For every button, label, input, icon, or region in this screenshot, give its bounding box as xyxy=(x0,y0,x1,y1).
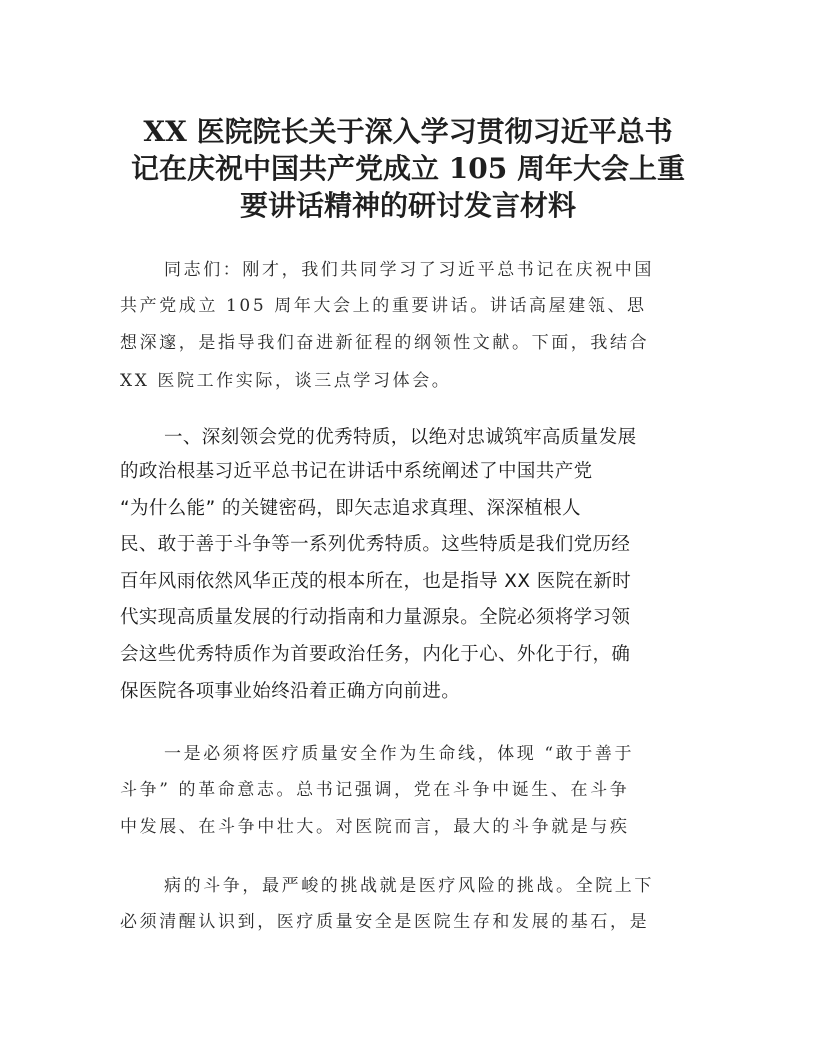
section-body-line: 百年风雨依然风华正茂的根本所在，也是指导 XX 医院在新时 xyxy=(120,571,632,592)
section-body-line: 的政治根基习近平总书记在讲话中系统阐述了中国共产党 xyxy=(120,461,593,482)
intro-line: 共产党成立 105 周年大会上的重要讲话。讲话高屋建瓴、思 xyxy=(120,296,647,316)
intro-line: 同志们：刚才，我们共同学习了习近平总书记在庆祝中国 xyxy=(164,260,654,280)
section-body-line: 代实现高质量发展的行动指南和力量源泉。全院必须将学习领 xyxy=(120,607,631,628)
section-body-line: 保医院各项事业始终沿着正确方向前进。 xyxy=(120,681,461,702)
intro-line: XX 医院工作实际，谈三点学习体会。 xyxy=(120,371,452,391)
intro-line: 想深邃，是指导我们奋进新征程的纲领性文献。下面，我结合 xyxy=(120,333,650,353)
section-heading-line: 一、深刻领会党的优秀特质，以绝对忠诚筑牢高质量发展 xyxy=(164,427,637,448)
point-line: 一是必须将医疗质量安全作为生命线，体现 “敢于善于 xyxy=(164,744,635,764)
point-line: 中发展、在斗争中壮大。对医院而言，最大的斗争就是与疾 xyxy=(120,817,630,837)
section-body-line: 民、敢于善于斗争等一系列优秀特质。这些特质是我们党历经 xyxy=(120,534,631,555)
title-line: 记在庆祝中国共产党成立 105 周年大会上重 xyxy=(131,152,685,185)
point-line: 斗争” 的革命意志。总书记强调，党在斗争中诞生、在斗争 xyxy=(120,780,630,800)
section-body-line: 会这些优秀特质作为首要政治任务，内化于心、外化于行，确 xyxy=(120,644,631,665)
continuation-line: 病的斗争，最严峻的挑战就是医疗风险的挑战。全院上下 xyxy=(164,876,654,896)
section-body-line: “为什么能” 的关键密码，即矢志追求真理、深深植根人 xyxy=(120,498,581,519)
title-line: XX 医院院长关于深入学习贯彻习近平总书 xyxy=(143,115,673,148)
title-line: 要讲话精神的研讨发言材料 xyxy=(239,189,576,222)
continuation-line: 必须清醒认识到，医疗质量安全是医院生存和发展的基石，是 xyxy=(120,912,650,932)
document-title xyxy=(110,113,706,224)
